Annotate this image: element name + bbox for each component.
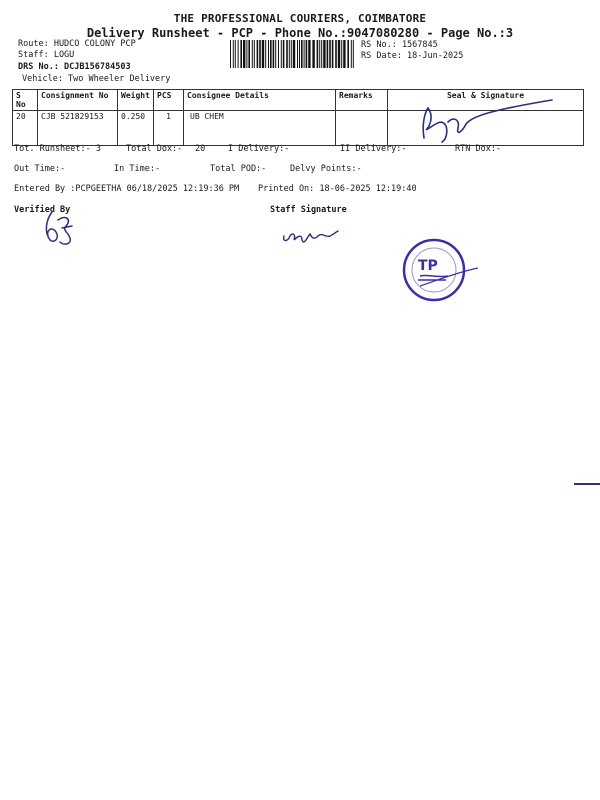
total-dox-value: 20 — [195, 144, 206, 154]
company-stamp — [398, 236, 482, 306]
barcode-bar — [304, 40, 305, 68]
barcode-bar — [301, 40, 303, 68]
barcode-bar — [238, 40, 239, 68]
barcode-bar — [353, 40, 354, 68]
delvy-points: Delvy Points:- — [290, 164, 362, 174]
col-seal: Seal & Signature — [388, 90, 584, 111]
rs-number: RS No.: 1567845 — [361, 40, 438, 50]
out-time: Out Time:- — [14, 164, 66, 174]
rtn-dox: RTN Dox:- — [455, 144, 502, 154]
staff-signature-label: Staff Signature — [270, 205, 347, 215]
barcode-bar — [351, 40, 352, 68]
barcode-bar — [246, 40, 247, 68]
cell-weight: 0.250 — [118, 111, 154, 146]
barcode-bar — [278, 40, 279, 68]
drs-number: DRS No.: DCJB156784503 — [18, 62, 131, 72]
total-dox-label: Total Dox:- — [126, 144, 183, 154]
barcode-bar — [268, 40, 269, 68]
barcode-bar — [270, 40, 272, 68]
barcode-bar — [299, 40, 300, 68]
verifier-signature — [38, 208, 82, 248]
stray-ink-mark — [574, 483, 600, 485]
barcode-bar — [312, 40, 314, 68]
col-consignee: Consignee Details — [184, 90, 336, 111]
barcode-bar — [286, 40, 288, 68]
cell-sno: 20 — [13, 111, 38, 146]
route-text: Route: HUDCO COLONY PCP — [18, 39, 136, 49]
company-title: THE PROFESSIONAL COURIERS, COIMBATORE — [173, 12, 427, 25]
barcode-bar — [240, 40, 242, 68]
barcode-bar — [257, 40, 259, 68]
barcode-bar — [283, 40, 285, 68]
barcode-bar — [265, 40, 266, 68]
rs-date: RS Date: 18-Jun-2025 — [361, 51, 464, 61]
stamp-text: TP — [418, 258, 438, 274]
barcode-bar — [243, 40, 245, 68]
barcode-bar — [235, 40, 236, 68]
printed-on: Printed On: 18-06-2025 12:19:40 — [258, 184, 417, 194]
barcode-bar — [317, 40, 319, 68]
barcode-bar — [347, 40, 349, 68]
cell-consignment: CJB 521829153 — [38, 111, 118, 146]
barcode-bar — [329, 40, 331, 68]
barcode-bar — [319, 40, 320, 68]
barcode-bar — [308, 40, 310, 68]
tot-runsheet: Tot. Runsheet:- 3 — [14, 144, 101, 154]
col-consignment: Consignment No — [38, 90, 118, 111]
col-weight: Weight — [118, 90, 154, 111]
barcode-bar — [291, 40, 292, 68]
barcode-bar — [262, 40, 264, 68]
i-delivery: I Delivery:- — [228, 144, 290, 154]
barcode-bar — [252, 40, 253, 68]
barcode-bar — [327, 40, 329, 68]
barcode-bar — [289, 40, 290, 68]
ii-delivery: II Delivery:- — [340, 144, 407, 154]
barcode-bar — [273, 40, 275, 68]
barcode-image — [230, 40, 355, 68]
cell-consignee: UB CHEM — [184, 111, 336, 146]
col-sno: S No — [13, 90, 38, 111]
barcode-bar — [297, 40, 298, 68]
barcode-bar — [293, 40, 295, 68]
barcode-bar — [275, 40, 276, 68]
in-time: In Time:- — [114, 164, 161, 174]
staff-text: Staff: LOGU — [18, 50, 75, 60]
staff-signature — [280, 226, 340, 248]
barcode-bar — [248, 40, 250, 68]
total-pod: Total POD:- — [210, 164, 267, 174]
consignee-signature — [412, 96, 562, 146]
runsheet-title: Delivery Runsheet - PCP - Phone No.:9047080280 - Page No.:3 — [86, 26, 514, 40]
cell-remarks — [336, 111, 388, 146]
barcode-bar — [332, 40, 334, 68]
barcode-bar — [259, 40, 261, 68]
barcode-bar — [343, 40, 345, 68]
verified-by-label: Verified By — [14, 205, 71, 215]
col-pcs: PCS — [154, 90, 184, 111]
barcode-bar — [323, 40, 325, 68]
barcode-bar — [254, 40, 255, 68]
barcode-bar — [306, 40, 308, 68]
barcode-bar — [230, 40, 231, 68]
entered-by: Entered By :PCPGEETHA 06/18/2025 12:19:36 PM — [14, 184, 240, 194]
barcode-bar — [338, 40, 340, 68]
vehicle-text: Vehicle: Two Wheeler Delivery — [22, 74, 171, 84]
barcode-bar — [281, 40, 282, 68]
barcode-bar — [341, 40, 342, 68]
barcode-bar — [335, 40, 337, 68]
col-remarks: Remarks — [336, 90, 388, 111]
barcode-bar — [321, 40, 322, 68]
barcode-bar — [233, 40, 234, 68]
cell-pcs: 1 — [154, 111, 184, 146]
